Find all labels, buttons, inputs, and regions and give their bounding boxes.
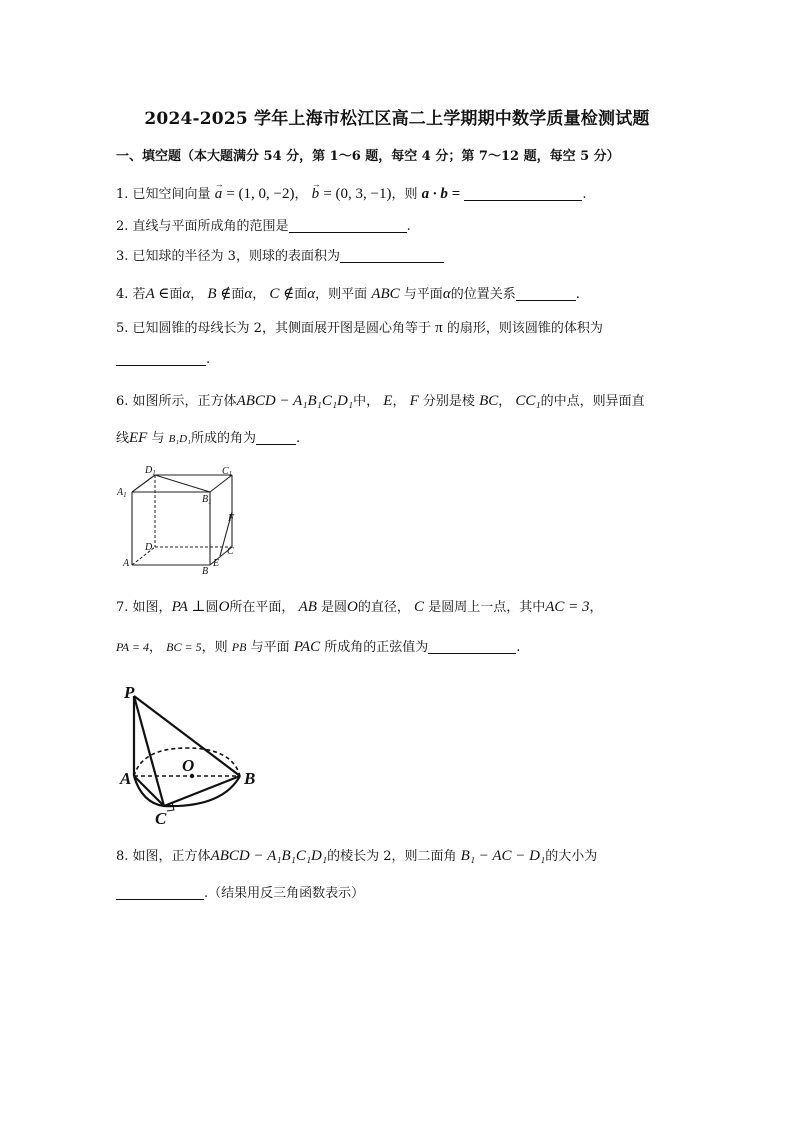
- label-c: C: [155, 809, 167, 828]
- label-c1: $C_1$: [222, 466, 233, 478]
- math-symbol: α: [307, 286, 316, 302]
- question-text: ，则: [201, 640, 228, 655]
- exam-title: 2024-2025 学年上海市松江区高二上学期期中数学质量检测试题: [144, 109, 650, 129]
- punctuation: ，: [392, 394, 406, 409]
- question-4: 4. 若A ∈面α， B ∉面α， C ∉面α，则平面 ABC 与平面α的位置关系 .: [116, 286, 580, 302]
- question-text: 圆: [205, 600, 219, 615]
- label-p: P: [124, 683, 135, 702]
- punctuation: .: [582, 187, 587, 202]
- question-text: 若: [132, 287, 146, 302]
- math-symbol: CC₁: [515, 393, 541, 409]
- question-text: 已知球的半径为 3，则球的表面积为: [132, 249, 340, 264]
- math-expression: ABCD − A₁B₁C₁D₁: [236, 393, 354, 409]
- answer-blank[interactable]: [116, 885, 204, 900]
- question-text: 面: [231, 287, 245, 302]
- dot-product-expression: a · b =: [421, 186, 461, 202]
- punctuation: .: [516, 640, 521, 655]
- cone-figure: [112, 678, 272, 828]
- label-d1: $D_1$: [145, 465, 156, 477]
- question-text: 与平面: [250, 640, 290, 655]
- vector-a: → a: [215, 184, 223, 204]
- question-text: 如图所示，正方体: [132, 394, 237, 409]
- vector-a-value: = (1, 0, −2): [226, 186, 295, 202]
- math-symbol: PB: [231, 640, 247, 654]
- question-8-line-2: [116, 884, 364, 904]
- question-text: 是圆周上一点，其中: [428, 600, 546, 615]
- question-number: 4.: [116, 287, 129, 302]
- question-text: 如图，正方体: [132, 849, 211, 864]
- label-d: D: [145, 542, 153, 553]
- question-text: 与: [151, 431, 165, 446]
- question-text: 是圆: [321, 600, 348, 615]
- math-symbol: ABC: [371, 286, 400, 302]
- label-b: B: [244, 769, 256, 788]
- math-symbol: F: [409, 393, 419, 409]
- question-text: 的棱长为 2，则二面角: [327, 849, 457, 864]
- punctuation: ，: [498, 394, 512, 409]
- question-1: [116, 184, 586, 205]
- punctuation: .: [575, 287, 580, 302]
- math-symbol: α: [182, 286, 191, 302]
- punctuation: ，: [589, 600, 603, 615]
- answer-blank[interactable]: [256, 430, 296, 445]
- punctuation: .: [406, 219, 411, 234]
- label-a: A: [120, 769, 132, 788]
- question-text: 已知圆锥的母线长为 2，其侧面展开图是圆心角等于: [132, 321, 431, 336]
- label-a: A: [123, 558, 130, 569]
- answer-blank[interactable]: [516, 286, 576, 301]
- question-text: 的位置关系: [450, 287, 516, 302]
- math-symbol: E: [383, 393, 393, 409]
- math-symbol: BC: [479, 393, 499, 409]
- math-symbol: O: [347, 599, 358, 615]
- question-text: 面: [169, 287, 183, 302]
- punctuation: .: [206, 352, 211, 367]
- question-text: 已知空间向量: [132, 187, 211, 202]
- label-c: C: [227, 546, 234, 557]
- math-symbol: C: [414, 599, 425, 615]
- question-text: 中，: [353, 394, 380, 409]
- question-text: ，则平面: [315, 287, 368, 302]
- question-text: 所在平面，: [229, 600, 295, 615]
- question-text: 所成角的正弦值为: [324, 640, 429, 655]
- label-f: F: [228, 513, 235, 524]
- vector-b: → b: [312, 184, 320, 204]
- answer-blank[interactable]: [464, 186, 582, 201]
- question-5-answer-line: [116, 350, 210, 370]
- question-text: ，则: [391, 187, 418, 202]
- question-3: [116, 247, 444, 267]
- question-text: 的大小为: [545, 849, 598, 864]
- answer-blank[interactable]: [289, 218, 407, 233]
- math-expression: BC = 5: [166, 640, 202, 654]
- answer-blank[interactable]: [428, 639, 516, 654]
- question-5: [116, 318, 603, 339]
- math-symbol: PAC: [293, 639, 321, 655]
- math-expression: PA ⊥: [171, 599, 206, 615]
- answer-blank[interactable]: [116, 351, 206, 366]
- question-number: 8.: [116, 849, 129, 864]
- math-symbol: AB: [298, 599, 317, 615]
- math-expression: C ∉: [269, 286, 295, 302]
- question-number: 7.: [116, 600, 129, 615]
- question-text: .（结果用反三角函数表示）: [204, 886, 365, 901]
- question-text: 的中点，则异面直: [540, 394, 645, 409]
- question-text: 线: [116, 431, 130, 446]
- math-expression: A ∈: [145, 286, 170, 302]
- math-expression: B₁ − AC − D₁: [460, 848, 546, 864]
- math-symbol: B₁D₁: [168, 433, 191, 445]
- math-expression: ABCD − A₁B₁C₁D₁: [210, 848, 328, 864]
- punctuation: .: [295, 431, 301, 446]
- punctuation: ，: [149, 640, 163, 655]
- cube-figure: [112, 462, 247, 580]
- label-b1: $B_1$: [202, 494, 212, 506]
- label-e: E: [213, 558, 220, 569]
- question-text: 的扇形，则该圆锥的体积为: [446, 321, 603, 336]
- question-number: 2.: [116, 219, 129, 234]
- question-number: 5.: [116, 321, 129, 336]
- question-text: 所成的角为: [190, 431, 256, 446]
- punctuation: ，: [294, 187, 308, 202]
- question-text: 分别是棱: [422, 394, 475, 409]
- question-text: 的直径，: [357, 600, 410, 615]
- question-2: [116, 217, 411, 237]
- math-expression: PA = 4: [116, 640, 149, 654]
- section-heading-fill-in: 一、填空题（本大题满分 54 分，第 1～6 题，每空 4 分；第 7～12 题，每空 5 分）: [116, 149, 620, 164]
- question-text: 面: [294, 287, 308, 302]
- question-6: [116, 391, 645, 412]
- label-o: O: [182, 756, 195, 775]
- label-a1: $A_1$: [117, 487, 127, 499]
- question-7: [116, 597, 603, 618]
- question-text: 与平面: [403, 287, 443, 302]
- math-expression: AC = 3: [545, 599, 590, 615]
- answer-blank[interactable]: [340, 248, 444, 263]
- question-text: 如图，: [132, 600, 172, 615]
- question-text: 直线与平面所成角的范围是: [132, 219, 289, 234]
- question-6-line-2: [116, 428, 300, 449]
- math-symbol: π: [435, 320, 443, 336]
- math-symbol: EF: [129, 430, 148, 446]
- math-symbol: α: [244, 286, 253, 302]
- question-7-line-2: [116, 637, 520, 658]
- math-expression: B ∉: [207, 286, 232, 302]
- question-number: 3.: [116, 249, 129, 264]
- question-number: 1.: [116, 187, 129, 202]
- vector-b-value: = (0, 3, −1): [323, 186, 392, 202]
- question-8: [116, 846, 597, 867]
- math-symbol: α: [442, 286, 451, 302]
- label-b: B: [202, 566, 209, 577]
- question-number: 6.: [116, 394, 129, 409]
- math-symbol: O: [218, 599, 230, 615]
